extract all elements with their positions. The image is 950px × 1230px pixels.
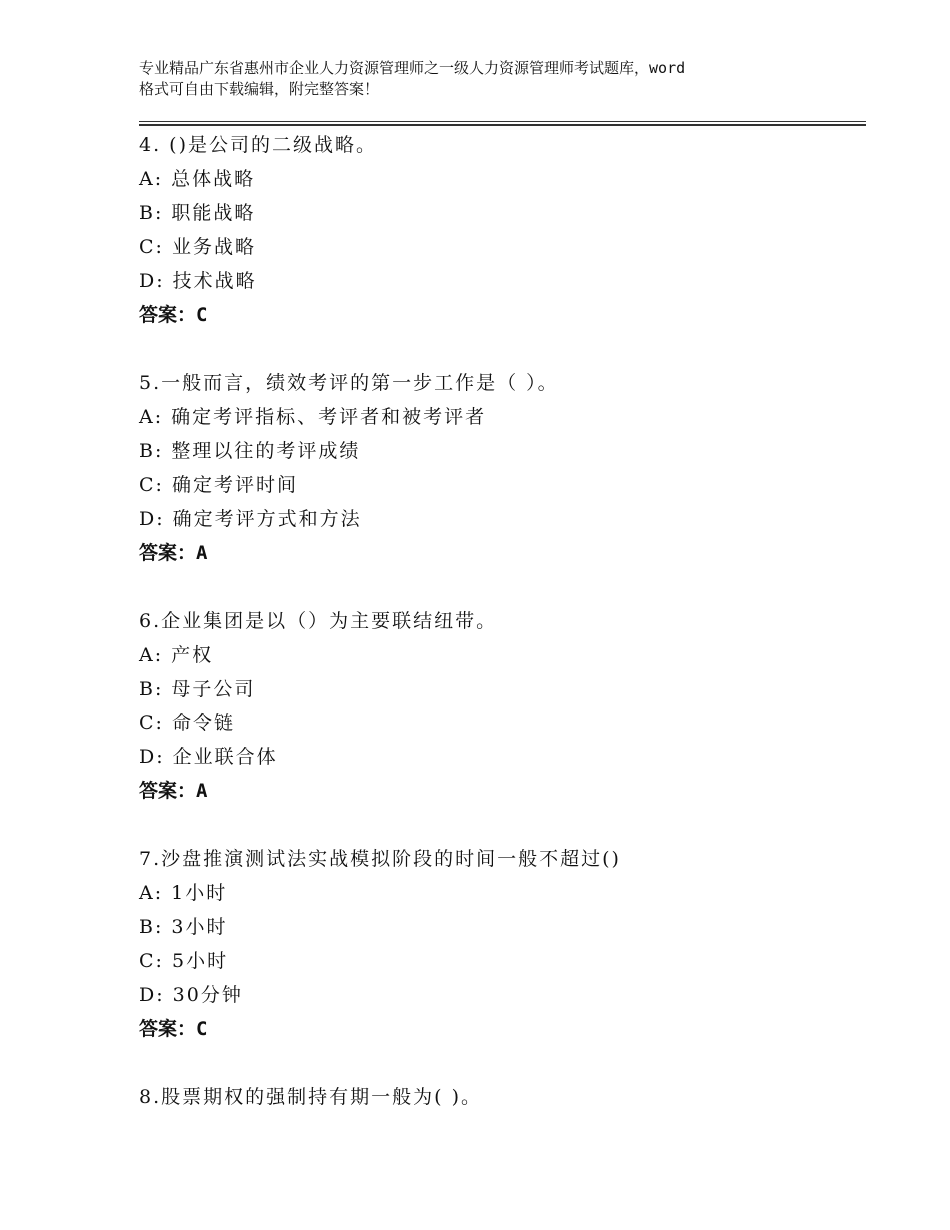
question-5 [139,366,866,570]
question-7 [139,842,866,1046]
question-stem: 5.一般而言，绩效考评的第一步工作是（ ）。 [139,372,559,394]
header-title-line-1: 专业精品广东省惠州市企业人力资源管理师之一级人力资源管理师考试题库，word [139,59,686,77]
option-d: D: 技术战略 [139,270,257,292]
question-8 [139,1080,866,1114]
option-b: B: 职能战略 [139,202,256,224]
option-b: B: 母子公司 [139,678,256,700]
option-c: C: 5小时 [139,950,229,972]
option-a: A: 确定考评指标、考评者和被考评者 [139,406,487,428]
answer-label: 答案：C [139,304,208,326]
option-c: C: 业务战略 [139,236,256,258]
question-stem: 4. ()是公司的二级战略。 [139,134,377,156]
header-divider-bottom [139,124,866,126]
answer-label: 答案：A [139,780,208,802]
option-a: A: 产权 [139,644,214,666]
question-6 [139,604,866,808]
answer-label: 答案：A [139,542,208,564]
question-list [139,128,866,1148]
question-stem: 7.沙盘推演测试法实战模拟阶段的时间一般不超过() [139,848,621,870]
option-a: A: 1小时 [139,882,228,904]
header-title-line-2: 格式可自由下载编辑，附完整答案！ [139,80,380,98]
option-d: D: 企业联合体 [139,746,278,768]
option-d: D: 30分钟 [139,984,243,1006]
option-b: B: 3小时 [139,916,228,938]
header-divider-top [139,121,866,122]
option-c: C: 确定考评时间 [139,474,298,496]
option-d: D: 确定考评方式和方法 [139,508,362,530]
option-c: C: 命令链 [139,712,235,734]
question-4 [139,128,866,332]
option-a: A: 总体战略 [139,168,256,190]
question-stem: 8.股票期权的强制持有期一般为( )。 [139,1086,482,1108]
question-stem: 6.企业集团是以（）为主要联结纽带。 [139,610,498,632]
option-b: B: 整理以往的考评成绩 [139,440,361,462]
document-header [139,58,839,100]
answer-label: 答案：C [139,1018,208,1040]
